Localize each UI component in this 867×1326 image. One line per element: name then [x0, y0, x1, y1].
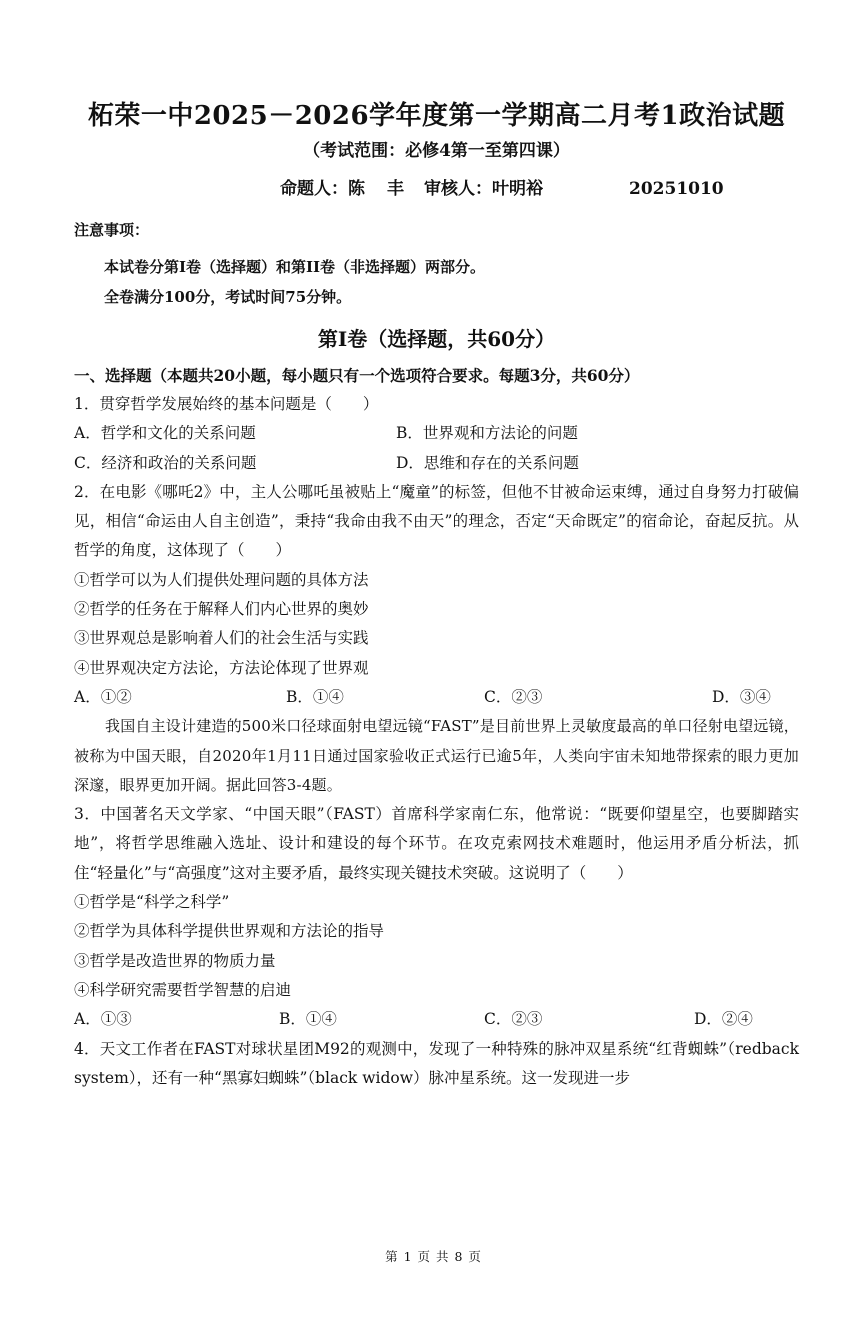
- exam-scope: （考试范围：必修4第一至第四课）: [303, 141, 570, 161]
- question-1-option-d: D．思维和存在的关系问题: [396, 453, 579, 472]
- question-2-options-row: [74, 683, 799, 712]
- exam-title: 柘荣一中2025－2026学年度第一学期高二月考1政治试题: [87, 101, 786, 131]
- author-label: 命题人：陈: [280, 179, 365, 199]
- question-2-option-d: D．③④: [712, 687, 771, 706]
- question-3-stem: 3．中国著名天文学家、“中国天眼”（FAST）首席科学家南仁东，他常说：“既要仰望星空，也要脚踏实地”，将哲学思维融入选址、设计和建设的每个环节。在攻克索网技术难题时，他运用矛盾分析法，抓住“轻量化”与“高强度”这对主要矛盾，最终实现关键技术突破。这说明了（ ）: [74, 805, 799, 882]
- part-heading: 一、选择题（本题共20小题，每小题只有一个选项符合要求。每题3分，共60分）: [74, 366, 640, 385]
- question-3-item: ①哲学是“科学之科学”: [74, 893, 230, 912]
- question-2-item: ②哲学的任务在于解释人们内心世界的奥妙: [74, 600, 369, 619]
- question-2-option-c: C．②③: [484, 687, 543, 706]
- question-2-option-a: A．①②: [74, 687, 132, 706]
- notice-line: 本试卷分第I卷（选择题）和第II卷（非选择题）两部分。: [104, 258, 486, 276]
- author-name-tail: 丰: [387, 179, 404, 199]
- reviewer: 审核人：叶明裕: [424, 179, 543, 199]
- author-line: [74, 176, 799, 202]
- question-1-stem: 1．贯穿哲学发展始终的基本问题是（ ）: [74, 395, 379, 413]
- question-1-option-c: C．经济和政治的关系问题: [74, 453, 257, 472]
- question-1-option-b: B．世界观和方法论的问题: [396, 424, 578, 443]
- exam-page: [0, 98, 867, 1326]
- question-3-options-row: [74, 1005, 799, 1034]
- question-3-option-d: D．②④: [694, 1010, 753, 1029]
- question-3-item: ④科学研究需要哲学智慧的启迪: [74, 980, 292, 999]
- notice-line: 全卷满分100分，考试时间75分钟。: [104, 288, 352, 306]
- page-footer: 第 1 页 共 8 页: [385, 1249, 482, 1264]
- question-2-item: ①哲学可以为人们提供处理问题的具体方法: [74, 570, 369, 589]
- question-3-option-b: B．①④: [279, 1010, 337, 1029]
- question-3-option-a: A．①③: [74, 1010, 132, 1029]
- question-1-options-row: [74, 449, 799, 478]
- exam-date: 20251010: [629, 179, 724, 199]
- question-3-item: ②哲学为具体科学提供世界观和方法论的指导: [74, 922, 385, 941]
- question-3-item: ③哲学是改造世界的物质力量: [74, 951, 276, 970]
- question-2-item: ④世界观决定方法论，方法论体现了世界观: [74, 658, 369, 677]
- notice-title: 注意事项：: [74, 221, 150, 239]
- question-1-options-row: [74, 419, 799, 448]
- question-2-option-b: B．①④: [286, 687, 344, 706]
- question-2-item: ③世界观总是影响着人们的社会生活与实践: [74, 629, 369, 648]
- question-1-option-a: A．哲学和文化的关系问题: [74, 424, 256, 443]
- question-3-option-c: C．②③: [484, 1010, 543, 1029]
- question-4-stem: 4．天文工作者在FAST对球状星团M92的观测中，发现了一种特殊的脉冲双星系统“红背蜘蛛”（redback system），还有一种“黑寡妇蜘蛛”（black widow）脉冲星系统。这一发现进一步: [74, 1039, 799, 1087]
- section-heading: 第Ⅰ卷（选择题，共60分）: [317, 327, 556, 351]
- reading-material: 我国自主设计建造的500米口径球面射电望远镜“FAST”是目前世界上灵敏度最高的单口径射电望远镜，被称为中国天眼，自2020年1月11日通过国家验收正式运行已逾5年，人类向宇宙未知地带探索的眼力更加深邃，眼界更加开阔。据此回答3-4题。: [74, 717, 799, 794]
- question-2-stem: 2．在电影《哪吒2》中，主人公哪吒虽被贴上“魔童”的标签，但他不甘被命运束缚，通过自身努力打破偏见，相信“命运由人自主创造”，秉持“我命由我不由天”的理念，否定“天命既定”的宿命论，奋起反抗。从哲学的角度，这体现了（ ）: [74, 482, 799, 560]
